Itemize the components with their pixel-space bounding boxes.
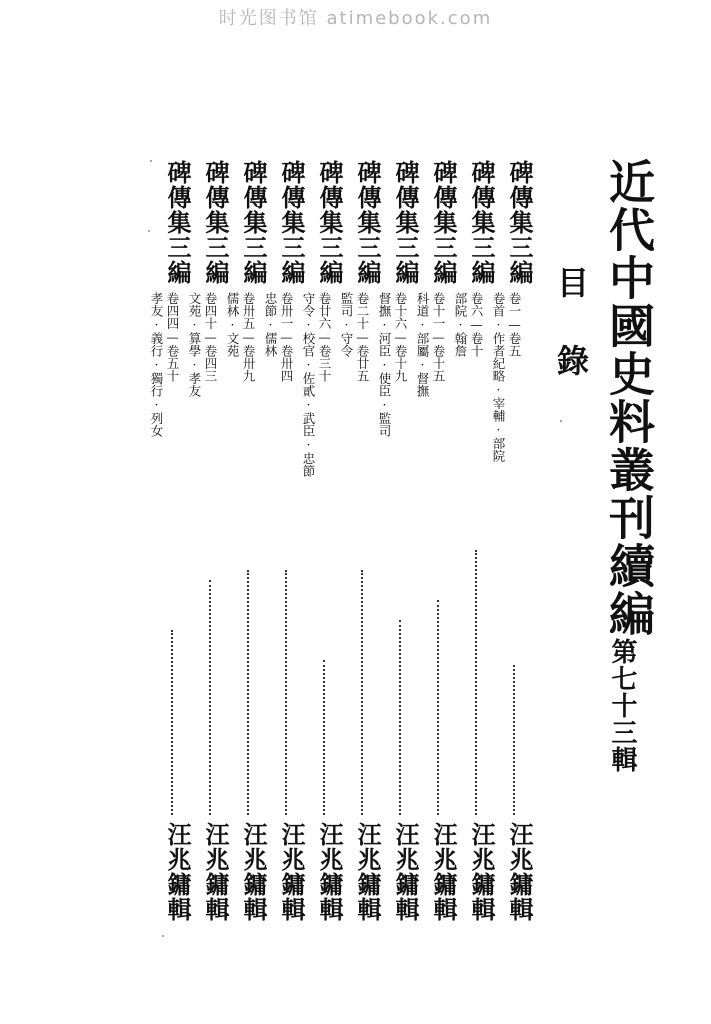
- entry-volume-range: 卷一—卷五: [507, 292, 522, 357]
- entry-title: 碑傳集三編: [315, 160, 344, 285]
- toc-entry: [149, 160, 192, 922]
- entry-subtitle: 守令·校官·佐貳·武臣·忠節: [301, 292, 316, 477]
- toc-heading: [548, 266, 594, 376]
- toc-entry: [263, 160, 306, 922]
- entry-volume-range: 卷十一—卷十五: [431, 292, 446, 382]
- entry-editor: 汪兆鏞輯: [163, 822, 192, 922]
- entry-title: 碑傳集三編: [201, 160, 230, 285]
- entry-subtitle: 文苑·算學·孝友: [187, 292, 202, 397]
- entry-editor: 汪兆鏞輯: [201, 822, 230, 922]
- toc-heading-char-1: 目: [552, 266, 590, 298]
- toc-entry: [377, 160, 420, 922]
- toc-entry: [415, 160, 458, 922]
- entry-title: 碑傳集三編: [277, 160, 306, 285]
- toc-entry: [225, 160, 268, 922]
- scan-speck: [162, 935, 164, 937]
- entry-title: 碑傳集三編: [353, 160, 382, 285]
- series-title: 近代中國史料叢刊續編: [602, 158, 656, 638]
- scan-speck: [148, 230, 150, 232]
- entry-editor: 汪兆鏞輯: [391, 822, 420, 922]
- toc-entry: [453, 160, 496, 922]
- entry-title: 碑傳集三編: [467, 160, 496, 285]
- dot-leader: [323, 660, 325, 815]
- entry-volume-range: 卷卅一—卷卅四: [279, 292, 294, 382]
- toc-entry: [301, 160, 344, 922]
- toc-entry: [491, 160, 534, 922]
- toc-entry: [187, 160, 230, 922]
- entry-title: 碑傳集三編: [163, 160, 192, 285]
- dot-leader: [247, 570, 249, 815]
- dot-leader: [437, 600, 439, 815]
- dot-leader: [361, 570, 363, 815]
- entry-editor: 汪兆鏞輯: [505, 822, 534, 922]
- entry-editor: 汪兆鏞輯: [239, 822, 268, 922]
- entry-volume-range: 卷卅五—卷卅九: [241, 292, 256, 382]
- entry-subtitle: 督撫·河臣·使臣·監司: [377, 292, 392, 437]
- dot-leader: [209, 580, 211, 815]
- entry-title: 碑傳集三編: [429, 160, 458, 285]
- dot-leader: [285, 570, 287, 815]
- dot-leader: [513, 665, 515, 815]
- entry-editor: 汪兆鏞輯: [467, 822, 496, 922]
- entry-subtitle: 科道·部屬·督撫: [415, 292, 430, 397]
- entry-subtitle: 部院·翰詹: [453, 292, 468, 357]
- scan-speck: [150, 160, 152, 162]
- entry-subtitle: 忠節·儒林: [263, 292, 278, 357]
- entry-subtitle: 監司·守令: [339, 292, 354, 357]
- entry-subtitle: 孝友·義行·獨行·列女: [149, 292, 164, 437]
- entry-title: 碑傳集三編: [239, 160, 268, 285]
- entry-editor: 汪兆鏞輯: [429, 822, 458, 922]
- entry-volume-range: 卷六—卷十: [469, 292, 484, 357]
- entry-volume-range: 卷四四—卷五十: [165, 292, 180, 382]
- scan-speck: [560, 420, 562, 422]
- volume-number: 第七十三輯: [607, 638, 637, 773]
- entry-title: 碑傳集三編: [505, 160, 534, 285]
- dot-leader: [475, 550, 477, 815]
- toc-entry: [339, 160, 382, 922]
- entry-volume-range: 卷二十—卷廿五: [355, 292, 370, 382]
- entry-editor: 汪兆鏞輯: [277, 822, 306, 922]
- entry-volume-range: 卷廿六—卷三十: [317, 292, 332, 382]
- entry-title: 碑傳集三編: [391, 160, 420, 285]
- entry-volume-range: 卷四十—卷四三: [203, 292, 218, 382]
- toc-heading-char-2: 錄: [552, 344, 590, 376]
- watermark-text: 时光图书馆 atimebook.com: [218, 8, 493, 29]
- entry-editor: 汪兆鏞輯: [353, 822, 382, 922]
- dot-leader: [399, 620, 401, 815]
- entry-subtitle: 卷首·作者紀略·宰輔·部院: [491, 292, 506, 462]
- entry-subtitle: 儒林·文苑: [225, 292, 240, 357]
- dot-leader: [171, 630, 173, 815]
- entry-editor: 汪兆鏞輯: [315, 822, 344, 922]
- entry-volume-range: 卷十六—卷十九: [393, 292, 408, 382]
